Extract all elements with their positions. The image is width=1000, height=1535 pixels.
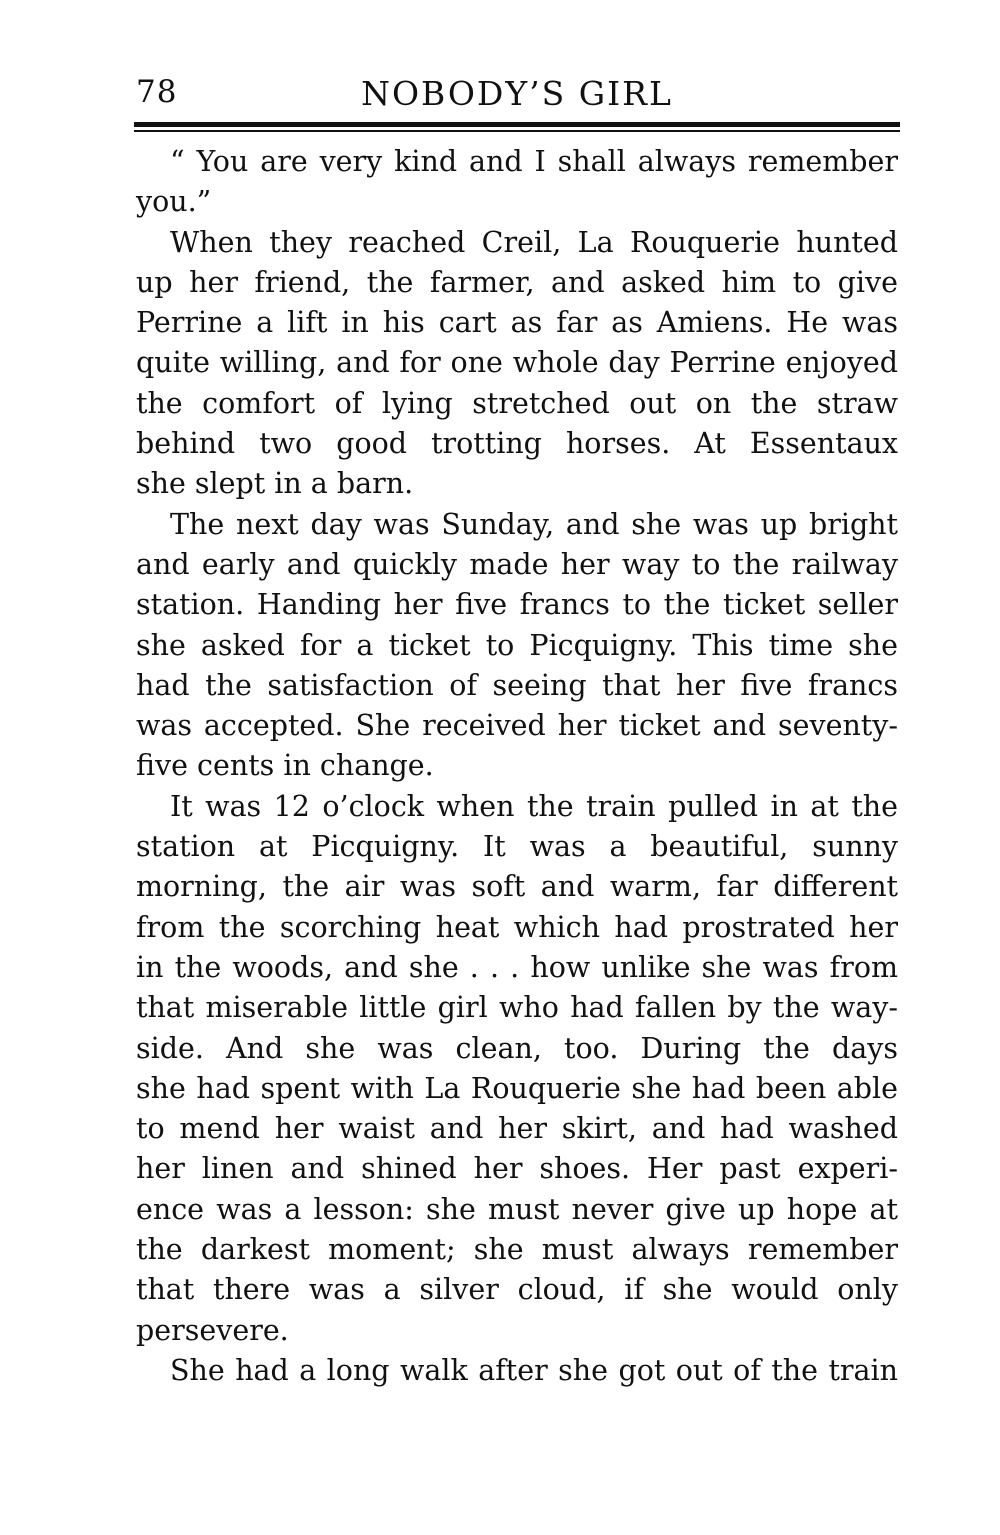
text-line: “ You are very kind and I shall always remember <box>170 145 898 178</box>
text-line: quite willing, and for one whole day Perrine enjoyed <box>136 346 898 380</box>
text-line: station at Picquigny. It was a beautiful, sunny <box>136 830 898 864</box>
text-line: five cents in change. <box>136 749 434 783</box>
text-line: and early and quickly made her way to the railway <box>136 547 898 581</box>
text-line: persevere. <box>136 1313 289 1347</box>
text-line: that miserable little girl who had fallen by the way- <box>136 991 898 1025</box>
text-line: she slept in a barn. <box>136 467 414 501</box>
text-line: She had a long walk after she got out of the train <box>170 1353 898 1387</box>
text-line: It was 12 o’clock when the train pulled in at the <box>170 789 898 823</box>
text-line: side. And she was clean, too. During the days <box>136 1031 898 1065</box>
page-header <box>136 70 898 122</box>
page-number: 78 <box>136 74 178 110</box>
running-title: NOBODY’S GIRL <box>361 74 673 113</box>
text-line: up her friend, the farmer, and asked him to give <box>136 265 898 299</box>
text-line: that there was a silver cloud, if she would only <box>136 1273 898 1307</box>
text-line: The next day was Sunday, and she was up bright <box>170 507 898 541</box>
text-line: behind two good trotting horses. At Essentaux <box>136 427 898 461</box>
text-line: When they reached Creil, La Rouquerie hunted <box>170 225 898 259</box>
text-line: her linen and shined her shoes. Her past experi- <box>136 1152 898 1186</box>
text-line: morning, the air was soft and warm, far different <box>136 870 898 904</box>
text-line: she had spent with La Rouquerie she had been able <box>136 1071 898 1105</box>
text-line: from the scorching heat which had prostrated her <box>136 910 898 944</box>
text-line: she asked for a ticket to Picquigny. This time she <box>136 628 898 662</box>
text-line: in the woods, and she . . . how unlike she was from <box>136 950 898 984</box>
text-line: ence was a lesson: she must never give up hope at <box>136 1192 898 1226</box>
text-line: the darkest moment; she must always remember <box>136 1233 898 1267</box>
text-line: Perrine a lift in his cart as far as Amiens. He was <box>136 306 898 340</box>
text-line: the comfort of lying stretched out on the straw <box>136 386 898 420</box>
text-line: was accepted. She received her ticket and seventy- <box>136 709 898 743</box>
header-rule-thin <box>134 130 900 132</box>
text-line: you.” <box>136 185 212 219</box>
body-text <box>136 142 898 1391</box>
text-line: to mend her waist and her skirt, and had washed <box>136 1112 898 1146</box>
text-line: station. Handing her five francs to the ticket seller <box>136 588 898 622</box>
text-line: had the satisfaction of seeing that her five francs <box>136 668 898 702</box>
header-rule-thick <box>134 122 900 127</box>
